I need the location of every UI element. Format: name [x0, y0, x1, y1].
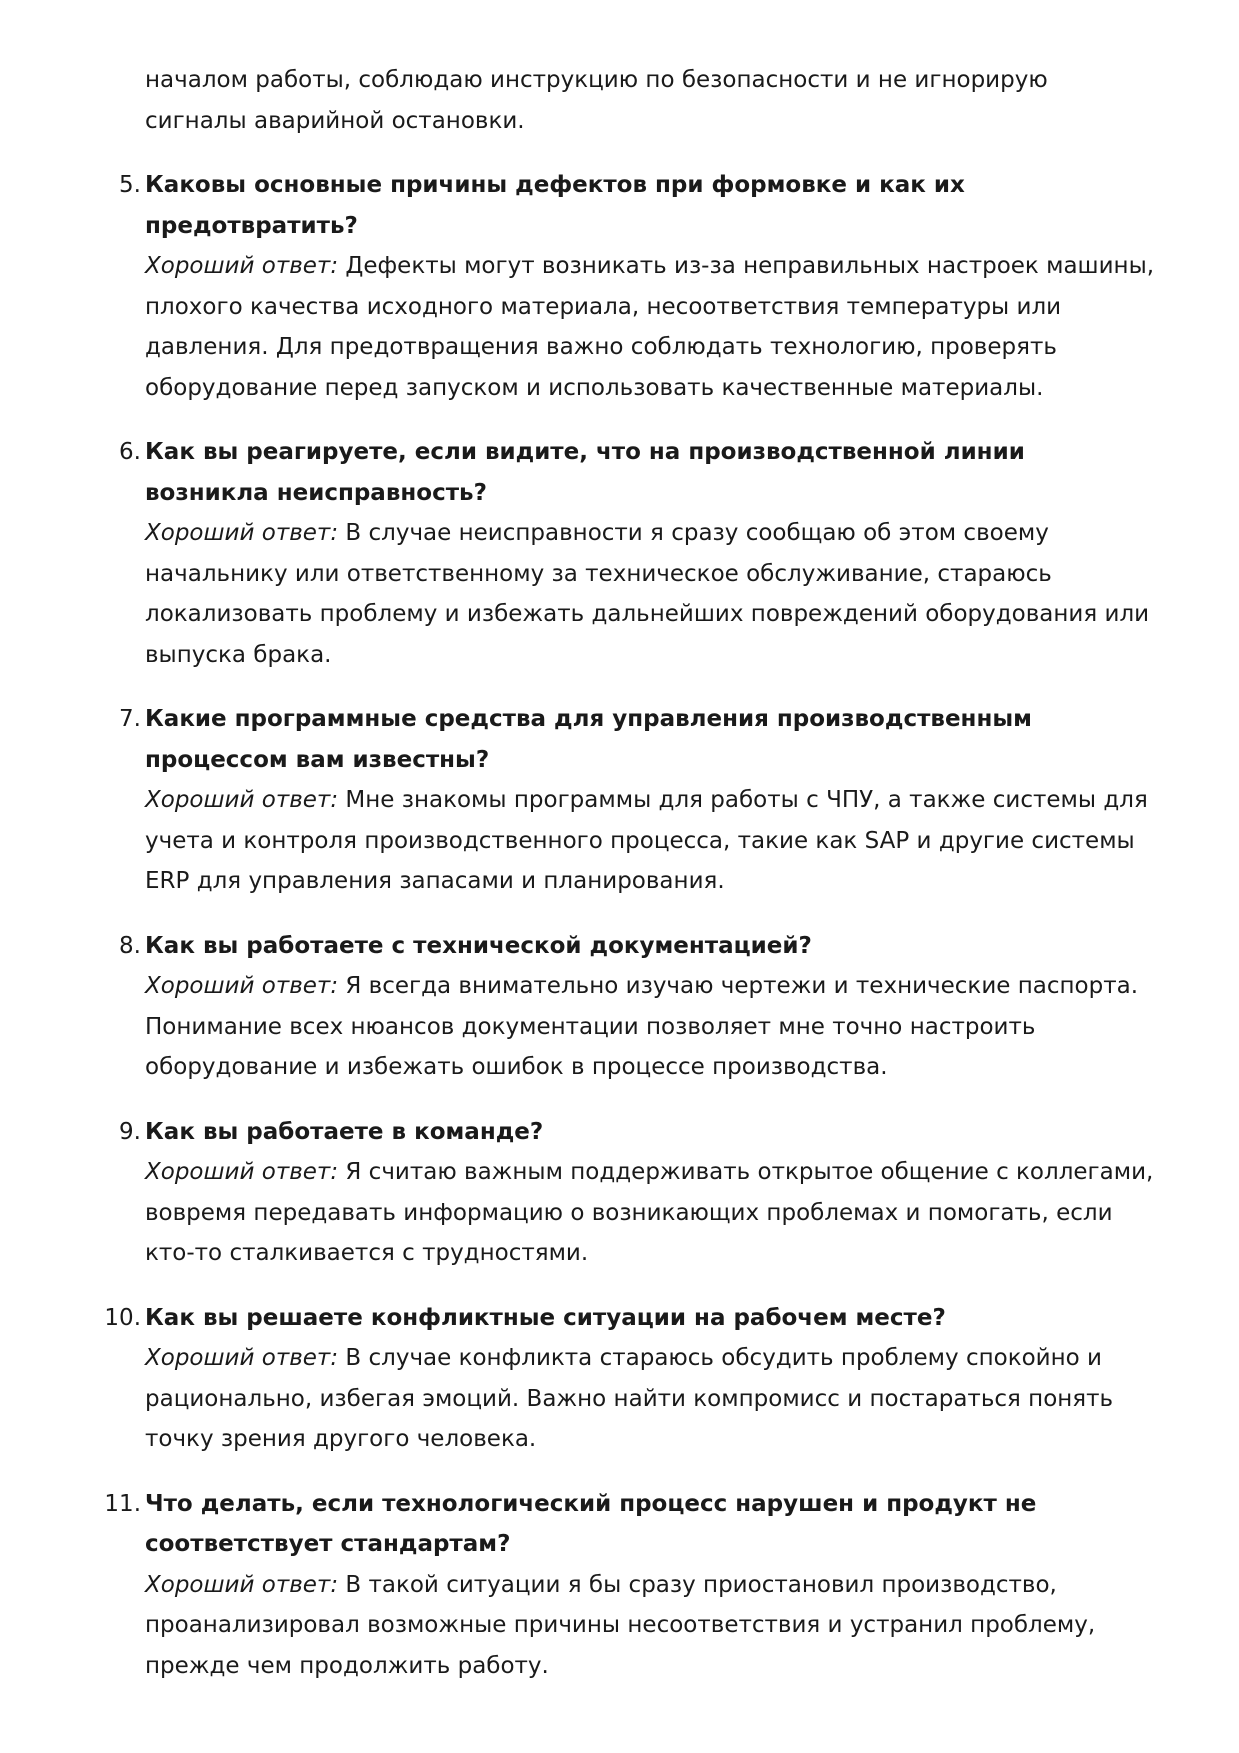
answer-text: В случае неисправности я сразу сообщаю об этом своему начальнику или ответственному за техническое обслуживание, стараюсь локализовать проблему и избежать дальнейших повреждений оборудования или выпуска брака.: [145, 520, 1150, 668]
answer-paragraph: [145, 246, 1155, 408]
document-content: [104, 60, 1155, 1710]
answer-text: В такой ситуации я бы сразу приостановил производство, проанализировал возможные причины несоответствия и устранил проблему, прежде чем продолжить работу.: [145, 1571, 1096, 1679]
answer-text: В случае конфликта стараюсь обсудить проблему спокойно и рационально, избегая эмоций. Важно найти компромисс и постараться понять точку зрения другого человека.: [145, 1345, 1114, 1452]
question-text: Как вы решаете конфликтные ситуации на рабочем месте?: [145, 1304, 946, 1331]
answer-label: Хороший ответ:: [145, 1345, 339, 1371]
question-number: 8.: [119, 932, 141, 959]
answer-text: Дефекты могут возникать из-за неправильных настроек машины, плохого качества исходного материала, несоответствия температуры или давления. Для предотвращения важно соблюдать технологию, проверять оборудование перед запуском и использовать качественные материалы.: [145, 253, 1155, 401]
question-number: 6.: [119, 439, 141, 465]
answer-text: Я всегда внимательно изучаю чертежи и технические паспорта. Понимание всех нюансов документации позволяет мне точно настроить оборудование и избежать ошибок в процессе производства.: [145, 973, 1139, 1080]
answer-paragraph: [145, 1152, 1155, 1274]
answer-label: Хороший ответ:: [145, 253, 339, 279]
question-text: Что делать, если технологический процесс нарушен и продукт не соответствует стандартам?: [145, 1490, 1037, 1557]
question-item-9: [119, 1112, 1155, 1274]
question-number: 5.: [119, 172, 141, 198]
answer-label: Хороший ответ:: [145, 1571, 339, 1598]
answer-paragraph: [145, 513, 1155, 675]
question-item-8: [119, 926, 1155, 1088]
answer-paragraph: [145, 780, 1155, 902]
answer-label: Хороший ответ:: [145, 520, 339, 546]
answer-label: Хороший ответ:: [145, 973, 339, 999]
question-text: Какие программные средства для управления производственным процессом вам известны?: [145, 706, 1032, 773]
question-item-11: [104, 1484, 1155, 1687]
question-item-7: [119, 699, 1155, 902]
answer-text: Я считаю важным поддерживать открытое общение с коллегами, вовремя передавать информацию о возникающих проблемах и помогать, если кто-то сталкивается с трудностями.: [145, 1159, 1154, 1266]
answer-text: Мне знакомы программы для работы с ЧПУ, а также системы для учета и контроля производственного процесса, такие как SAP и другие системы ERP для управления запасами и планирования.: [145, 787, 1148, 894]
question-number: 11.: [104, 1490, 141, 1517]
question-text: Как вы реагируете, если видите, что на производственной линии возникла неисправность?: [145, 439, 1025, 506]
question-list: [104, 165, 1155, 1686]
answer-paragraph: [145, 1338, 1155, 1460]
question-text: Каковы основные причины дефектов при формовке и как их предотвратить?: [145, 172, 965, 239]
carryover-paragraph: началом работы, соблюдаю инструкцию по безопасности и не игнорирую сигналы аварийной остановки.: [145, 67, 1048, 134]
question-item-10: [104, 1298, 1155, 1460]
answer-paragraph: [145, 966, 1155, 1088]
answer-paragraph: [145, 1565, 1155, 1687]
question-item-5: [119, 165, 1155, 408]
question-number: 10.: [104, 1304, 141, 1331]
question-item-6: [119, 432, 1155, 675]
answer-label: Хороший ответ:: [145, 787, 339, 813]
question-number: 7.: [119, 706, 141, 732]
question-text: Как вы работаете с технической документацией?: [145, 932, 812, 959]
question-text: Как вы работаете в команде?: [145, 1118, 544, 1145]
answer-label: Хороший ответ:: [145, 1159, 339, 1185]
question-number: 9.: [119, 1118, 141, 1145]
